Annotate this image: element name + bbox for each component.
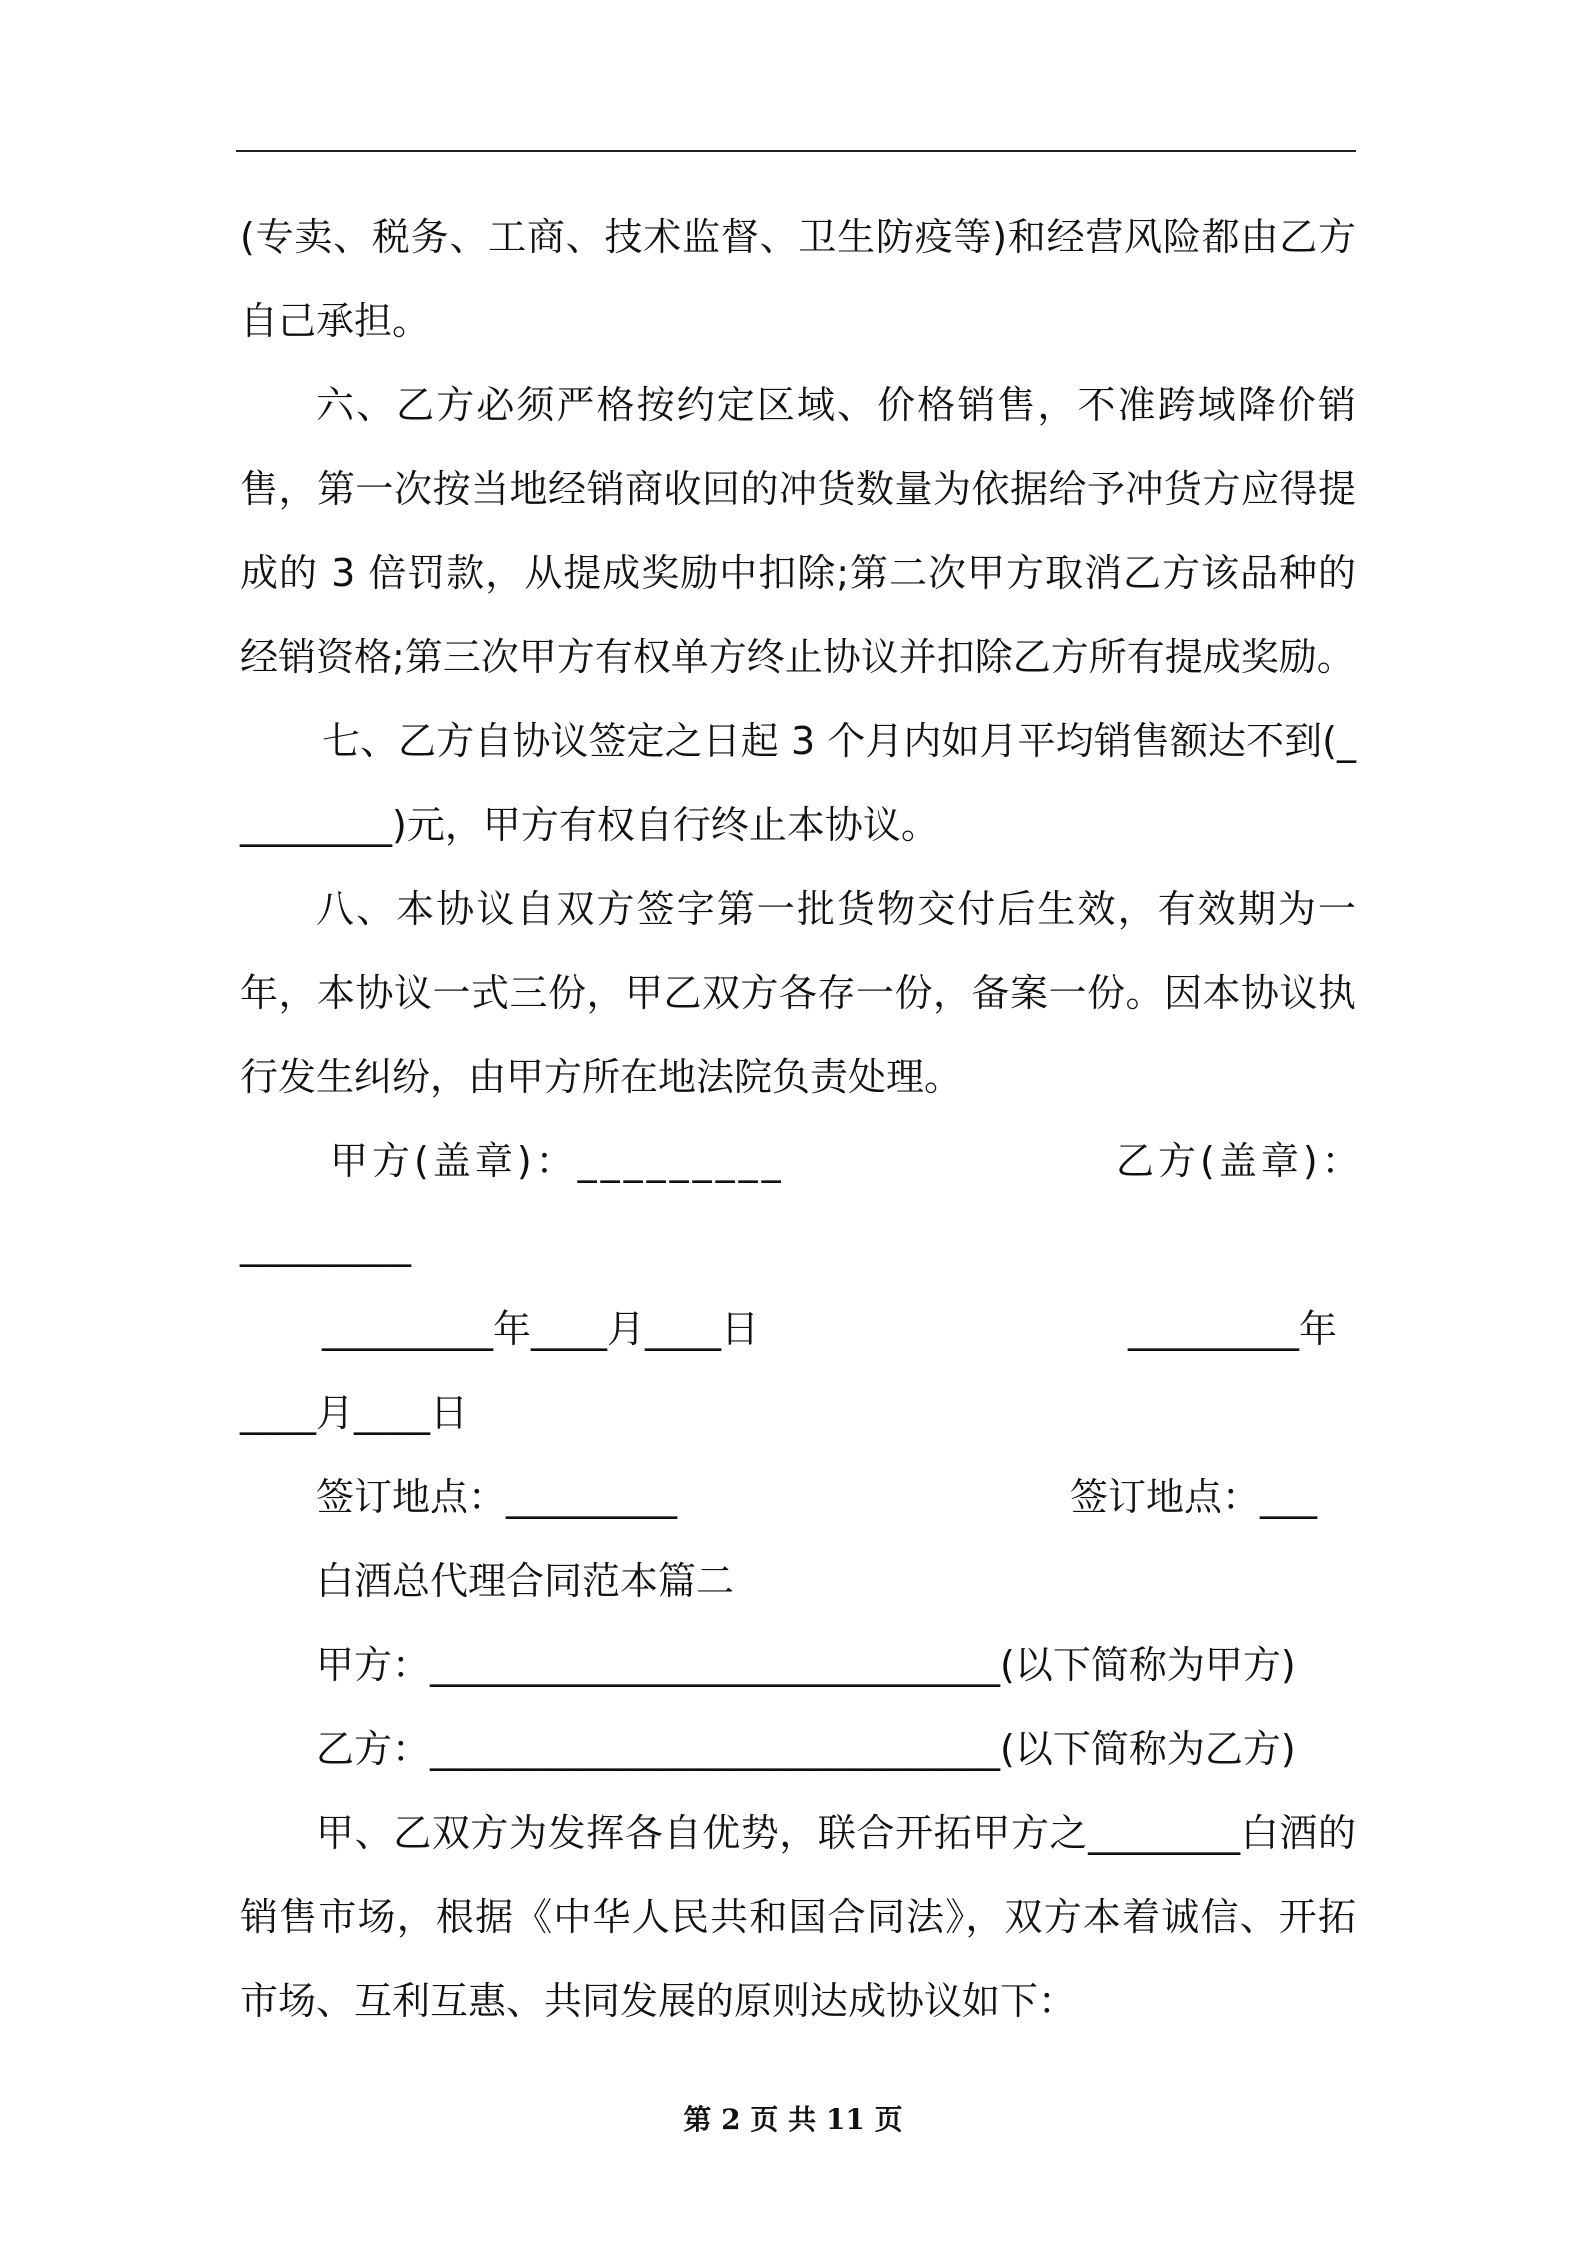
party-b-date-year: _________年 (1128, 1307, 1338, 1351)
party-b-seal-line: 乙方(盖章)： (1116, 1139, 1364, 1183)
section-two-title: 白酒总代理合同范本篇二 (316, 1559, 735, 1603)
paragraph-clause-seven: 七、乙方自协议签定之日起 3 个月内如月平均销售额达不到(_________)元，甲方有权自行终止本协议。 (240, 719, 1356, 847)
party-a-name-line: 甲方：______________________________(以下简称为甲方) (316, 1643, 1296, 1687)
seal-row (240, 1119, 1364, 1203)
signing-place-row (240, 1455, 1356, 1539)
party-a-date: _________年____月____日 (322, 1307, 760, 1351)
paragraph-risk-clause: (专卖、税务、工商、技术监督、卫生防疫等)和经营风险都由乙方自己承担。 (240, 215, 1356, 343)
party-b-date-rest: ____月____日 (240, 1391, 469, 1435)
party-b-name-line: 乙方：______________________________(以下简称为乙方) (316, 1727, 1296, 1771)
seal-row-continued (240, 1203, 1356, 1287)
party-a-seal-line: 甲方(盖章)：_________ (330, 1139, 785, 1183)
party-a-signing-place: 签订地点：_________ (316, 1475, 678, 1519)
paragraph-agreement-intro: 甲、乙双方为发挥各自优势，联合开拓甲方之________白酒的销售市场，根据《中华人民共和国合同法》，双方本着诚信、开拓市场、互利互惠、共同发展的原则达成协议如下： (240, 1811, 1356, 2023)
header-rule (236, 150, 1356, 152)
party-b-signing-place: 签订地点：___ (1070, 1475, 1318, 1519)
paragraph-clause-six: 六、乙方必须严格按约定区域、价格销售，不准跨域降价销售，第一次按当地经销商收回的冲货数量为依据给予冲货方应得提成的 3 倍罚款，从提成奖励中扣除;第二次甲方取消乙方该品种的经销资格;第三次甲方有权单方终止协议并扣除乙方所有提成奖励。 (240, 383, 1356, 679)
party-b-seal-blank: _________ (240, 1223, 411, 1267)
date-row-continued (240, 1371, 1356, 1455)
document-body (240, 195, 1364, 2043)
date-row (240, 1287, 1356, 1371)
page-number-footer: 第 2 页 共 11 页 (683, 2103, 903, 2136)
paragraph-clause-eight: 八、本协议自双方签字第一批货物交付后生效，有效期为一年，本协议一式三份，甲乙双方各存一份，备案一份。因本协议执行发生纠纷，由甲方所在地法院负责处理。 (240, 887, 1356, 1099)
